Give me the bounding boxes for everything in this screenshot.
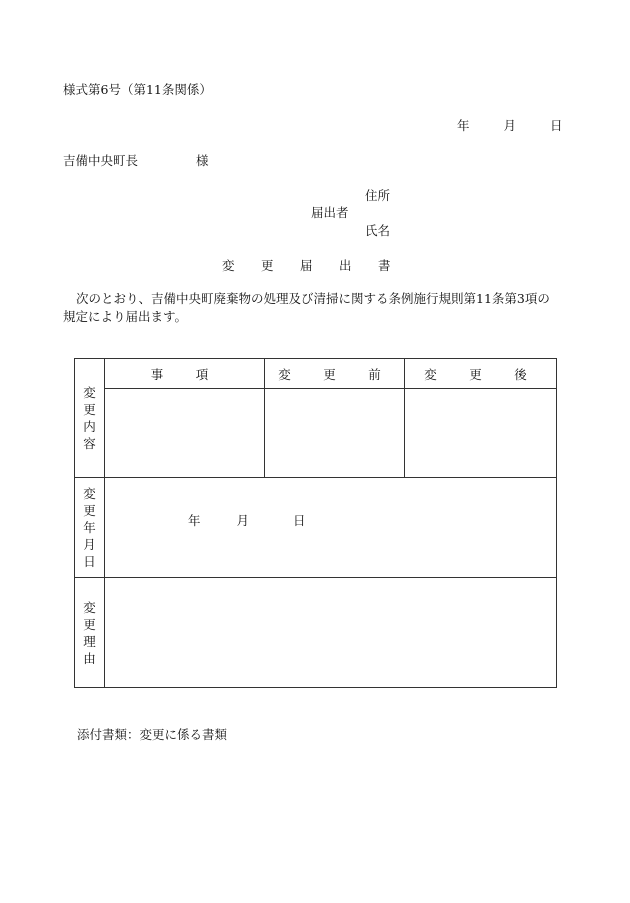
label-char: 容 [83, 436, 96, 451]
label-char: 更 [83, 402, 96, 417]
before-column-header: 変 更 前 [265, 359, 405, 389]
addressee-honorific: 様 [196, 153, 209, 168]
change-content-label [75, 359, 105, 478]
date-day-label: 日 [549, 118, 563, 133]
title-char: 出 [339, 258, 352, 273]
document-title [222, 256, 417, 274]
change-date-label [75, 478, 105, 578]
change-date-input-cell[interactable] [105, 478, 557, 578]
label-char: 月 [83, 537, 96, 552]
label-char: 更 [83, 503, 96, 518]
change-date-month: 月 [236, 513, 249, 528]
title-char: 届 [300, 258, 313, 273]
after-input-cell[interactable] [405, 389, 557, 478]
title-char: 変 [222, 258, 235, 273]
date-month-label: 月 [503, 118, 516, 133]
form-number: 様式第6号（第11条関係） [63, 82, 212, 97]
submission-date [457, 116, 562, 134]
label-char: 変 [83, 385, 96, 400]
body-text: 次のとおり、吉備中央町廃棄物の処理及び清掃に関する条例施行規則第11条第3項の規定により届出ます。 [63, 291, 550, 324]
before-input-cell[interactable] [265, 389, 405, 478]
address-label: 住所 [365, 188, 391, 203]
label-char: 内 [83, 419, 96, 434]
change-date-fields [188, 511, 305, 529]
label-char: 変 [83, 486, 96, 501]
title-char: 更 [261, 258, 274, 273]
title-char: 書 [378, 258, 391, 273]
label-char: 更 [83, 616, 96, 632]
label-char: 変 [83, 599, 96, 615]
addressee-name: 吉備中央町長 [63, 153, 139, 168]
name-label: 氏名 [365, 223, 391, 238]
label-char: 年 [83, 520, 96, 535]
change-date-year: 年 [188, 513, 201, 528]
addressee [63, 151, 209, 169]
label-char: 日 [83, 554, 96, 569]
change-reason-label [75, 578, 105, 688]
attachment-note: 添付書類：変更に係る書類 [77, 727, 228, 742]
date-year-label: 年 [457, 118, 470, 133]
label-char: 由 [83, 650, 96, 666]
item-input-cell[interactable] [105, 389, 265, 478]
change-date-day: 日 [292, 513, 306, 528]
item-column-header: 事 項 [105, 359, 265, 389]
change-reason-input-cell[interactable] [105, 578, 557, 688]
change-table [74, 358, 557, 688]
label-char: 理 [83, 633, 96, 649]
after-column-header: 変 更 後 [405, 359, 557, 389]
filer-label: 届出者 [311, 205, 349, 220]
